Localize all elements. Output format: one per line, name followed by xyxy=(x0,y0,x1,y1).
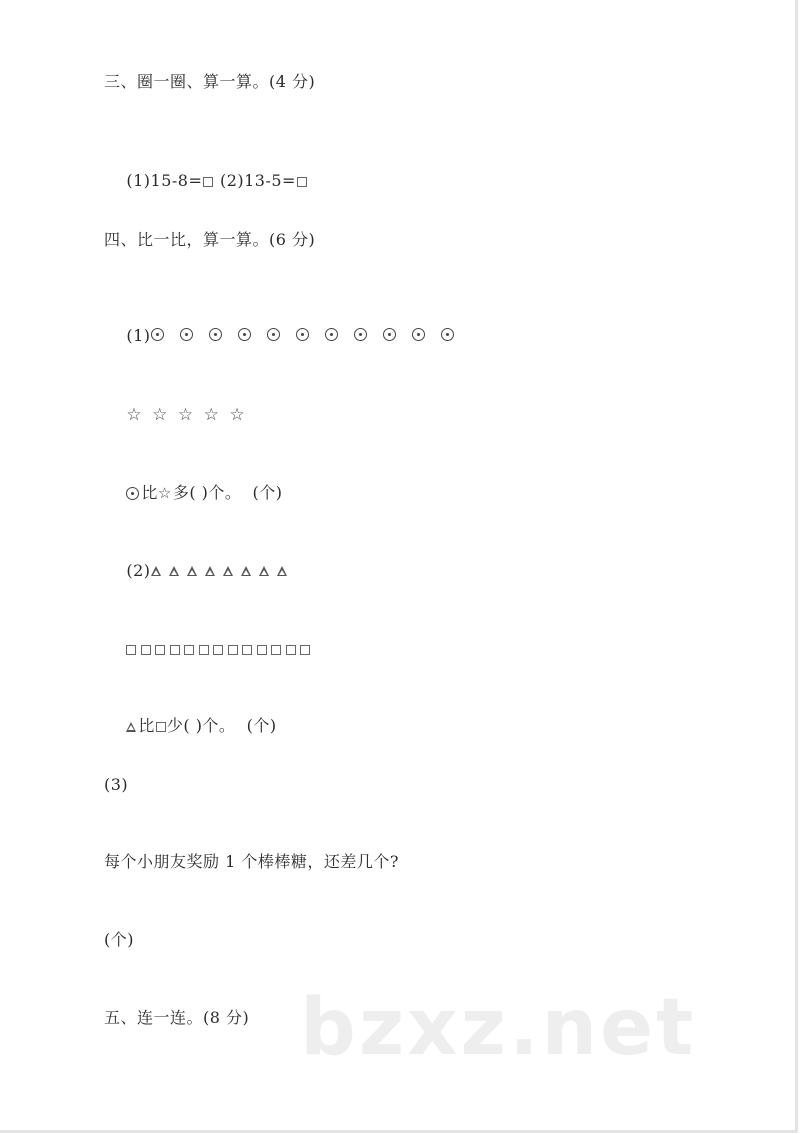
q1-compare-sentence xyxy=(104,463,283,523)
circle-dot-icon xyxy=(412,328,425,341)
watermark: bzxz.net xyxy=(300,983,697,1073)
square-icon xyxy=(170,645,180,655)
problem-2-text: (2)13-5= xyxy=(214,171,296,190)
q2-compare-sentence xyxy=(104,696,277,756)
circle-dot-group xyxy=(151,328,470,341)
triangle-group xyxy=(151,566,295,576)
q2-compare-suffix: 少( )个。 (个) xyxy=(166,716,277,735)
triangle-icon xyxy=(259,566,269,576)
section-3-title: 三、圈一圈、算一算。(4 分) xyxy=(104,72,316,91)
q3-label: (3) xyxy=(104,775,129,794)
answer-box-icon xyxy=(297,177,307,187)
triangle-icon xyxy=(277,566,287,576)
circle-dot-icon xyxy=(441,328,454,341)
section-3-problems xyxy=(104,151,308,211)
square-icon xyxy=(126,645,136,655)
circle-dot-icon xyxy=(296,328,309,341)
square-icon xyxy=(199,645,209,655)
square-icon xyxy=(155,645,165,655)
q1-stars-row xyxy=(104,385,255,445)
q3-answer-unit: (个) xyxy=(104,930,134,949)
circle-dot-icon xyxy=(151,328,164,341)
circle-dot-icon xyxy=(126,487,139,500)
q2-label: (2) xyxy=(126,561,151,580)
q1-compare-prefix: 比 xyxy=(141,483,158,502)
triangle-icon xyxy=(241,566,251,576)
triangle-icon xyxy=(187,566,197,576)
section-5-title: 五、连一连。(8 分) xyxy=(104,1008,250,1027)
circle-dot-icon xyxy=(383,328,396,341)
star-icon: ☆ xyxy=(203,405,220,425)
q3-question: 每个小朋友奖励 1 个棒棒糖，还差几个? xyxy=(104,852,399,871)
q1-compare-suffix: 多( )个。 (个) xyxy=(172,483,283,502)
square-icon xyxy=(228,645,238,655)
circle-dot-icon xyxy=(180,328,193,341)
square-icon xyxy=(156,722,166,732)
answer-box-icon xyxy=(203,177,213,187)
q2-triangles-row xyxy=(104,541,295,601)
problem-1-text: (1)15-8= xyxy=(126,171,203,190)
circle-dot-icon xyxy=(325,328,338,341)
square-icon xyxy=(242,645,252,655)
triangle-icon xyxy=(169,566,179,576)
square-icon xyxy=(141,645,151,655)
triangle-icon xyxy=(205,566,215,576)
q2-squares-row xyxy=(104,620,315,680)
circle-dot-icon xyxy=(209,328,222,341)
square-icon xyxy=(286,645,296,655)
q1-circles-row xyxy=(104,306,470,366)
q2-compare-prefix: 比 xyxy=(138,716,155,735)
square-icon xyxy=(271,645,281,655)
square-icon xyxy=(300,645,310,655)
square-icon xyxy=(184,645,194,655)
square-icon xyxy=(257,645,267,655)
circle-dot-icon xyxy=(238,328,251,341)
star-group xyxy=(126,405,255,425)
circle-dot-icon xyxy=(354,328,367,341)
star-icon: ☆ xyxy=(126,405,143,425)
star-icon: ☆ xyxy=(177,405,194,425)
triangle-icon xyxy=(223,566,233,576)
section-4-title: 四、比一比，算一算。(6 分) xyxy=(104,230,316,249)
star-icon: ☆ xyxy=(229,405,246,425)
triangle-icon xyxy=(126,722,136,732)
q1-label: (1) xyxy=(126,326,151,345)
triangle-icon xyxy=(151,566,161,576)
square-icon xyxy=(213,645,223,655)
star-icon: ☆ xyxy=(152,405,168,425)
square-group xyxy=(126,645,315,655)
star-icon: ☆ xyxy=(157,484,172,502)
circle-dot-icon xyxy=(267,328,280,341)
